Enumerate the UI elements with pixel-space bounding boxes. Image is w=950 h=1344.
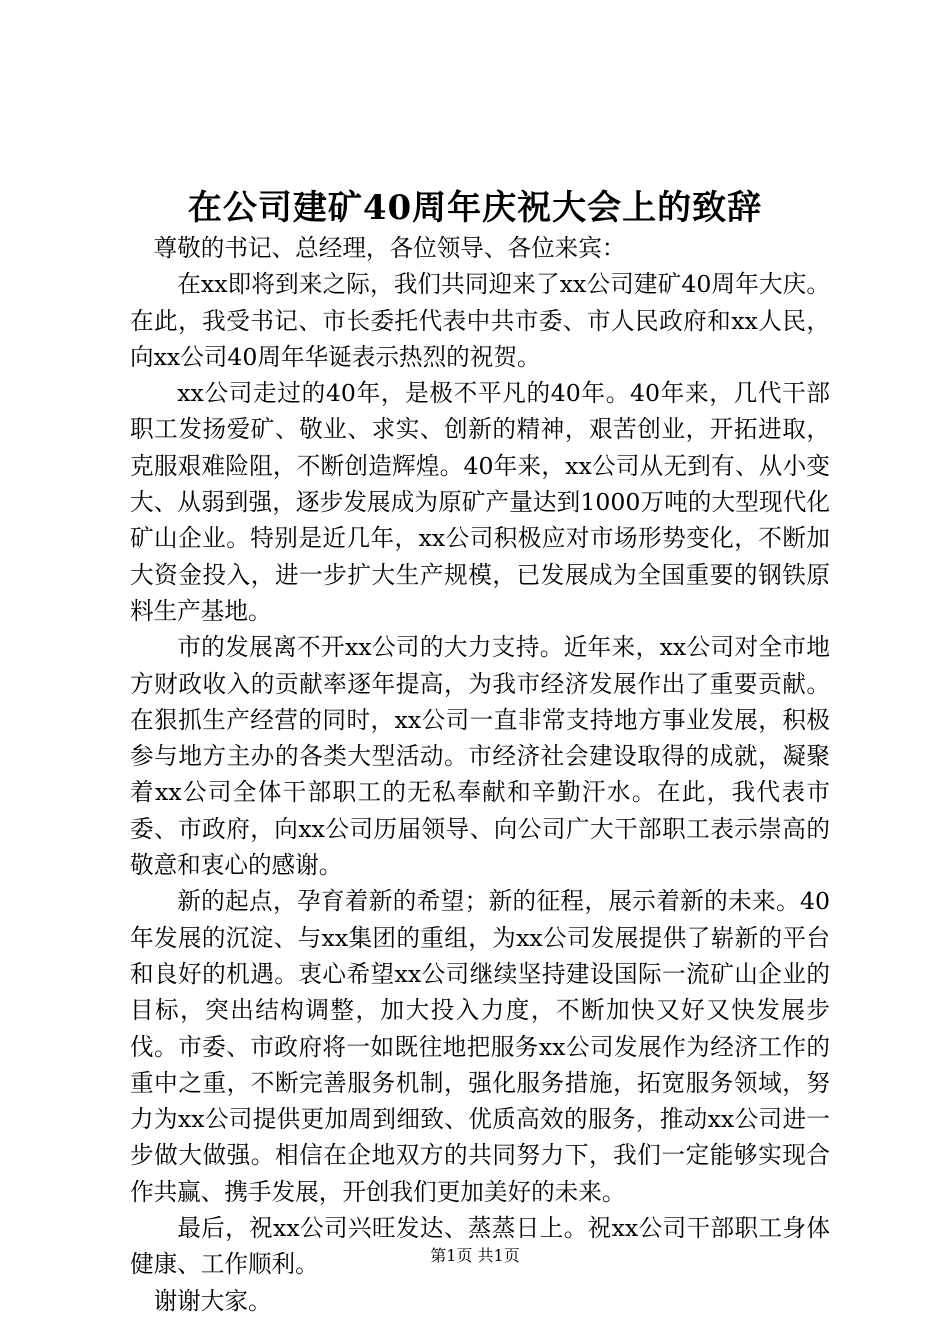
- paragraph: xx公司走过的40年，是极不平凡的40年。40年来，几代干部职工发扬爱矿、敬业、求实、创新的精神，艰苦创业，开拓进取，克服艰难险阻，不断创造辉煌。40年来，xx公司从无到有、从小变大、从弱到强，逐步发展成为原矿产量达到1000万吨的大型现代化矿山企业。特别是近几年，xx公司积极应对市场形势变化，不断加大资金投入，进一步扩大生产规模，已发展成为全国重要的钢铁原料生产基地。: [130, 379, 830, 625]
- document-body: [130, 230, 830, 1319]
- paragraph: 在xx即将到来之际，我们共同迎来了xx公司建矿40周年大庆。在此，我受书记、市长委托代表中共市委、市人民政府和xx人民，向xx公司40周年华诞表示热烈的祝贺。: [130, 270, 830, 371]
- paragraph: 最后，祝xx公司兴旺发达、蒸蒸日上。祝xx公司干部职工身体健康、工作顺利。: [130, 1214, 830, 1279]
- page-footer: 第1页 共1页: [430, 1246, 520, 1265]
- closing-line: 谢谢大家。: [153, 1286, 272, 1315]
- greeting-line: 尊敬的书记、总经理，各位领导、各位来宾：: [153, 234, 626, 262]
- document-title: 在公司建矿40周年庆祝大会上的致辞: [187, 188, 763, 228]
- paragraph: 新的起点，孕育着新的希望；新的征程，展示着新的未来。40年发展的沉淀、与xx集团的重组，为xx公司发展提供了崭新的平台和良好的机遇。衷心希望xx公司继续坚持建设国际一流矿山企业的目标，突出结构调整，加大投入力度，不断加快又好又快发展步伐。市委、市政府将一如既往地把服务xx公司发展作为经济工作的重中之重，不断完善服务机制，强化服务措施，拓宽服务领域，努力为xx公司提供更加周到细致、优质高效的服务，推动xx公司进一步做大做强。相信在企地双方的共同努力下，我们一定能够实现合作共赢、携手发展，开创我们更加美好的未来。: [130, 887, 830, 1206]
- paragraph: 市的发展离不开xx公司的大力支持。近年来，xx公司对全市地方财政收入的贡献率逐年提高，为我市经济发展作出了重要贡献。在狠抓生产经营的同时，xx公司一直非常支持地方事业发展，积极参与地方主办的各类大型活动。市经济社会建设取得的成就，凝聚着xx公司全体干部职工的无私奉献和辛勤汗水。在此，我代表市委、市政府，向xx公司历届领导、向公司广大干部职工表示崇高的敬意和衷心的感谢。: [130, 633, 830, 880]
